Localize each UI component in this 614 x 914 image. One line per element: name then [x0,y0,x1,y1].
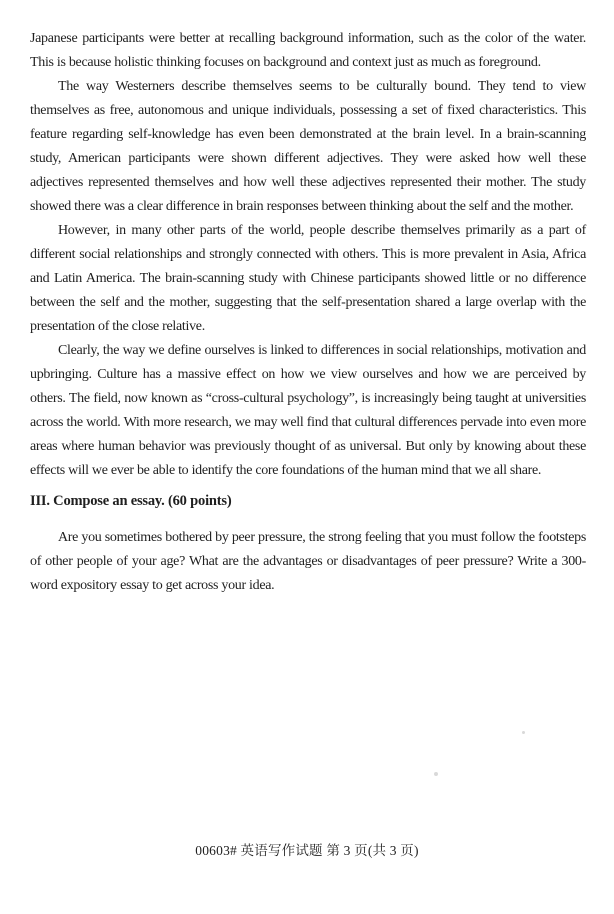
document-body [30,27,586,598]
body-paragraph-conclusion: Clearly, the way we define ourselves is linked to differences in social relationships, motivation and upbringing. Culture has a massive effect on how we view ourselves and how we are perceived by others. The field, now known as “cross-cultural psychology”, is increasingly being taught at universities across the world. With more research, we may well find that cultural differences pervade into even more areas where human behavior was previously thought of as universal. But only by knowing about these effects will we ever be able to identify the core foundations of the human mind that we all share. [30,343,586,478]
body-paragraph-continuation: Japanese participants were better at recalling background information, such as the color of the water. This is because holistic thinking focuses on background and context just as much as foreground. [30,31,586,70]
section-heading-compose-essay: III. Compose an essay. (60 points) [30,493,232,509]
body-paragraph-other-parts: However, in many other parts of the world, people describe themselves primarily as a part of different social relationships and strongly connected with others. This is more prevalent in Asia, Africa and Latin America. The brain-scanning study with Chinese participants showed little or no difference between the self and the mother, suggesting that the self-presentation shared a large overlap with the presentation of the close relative. [30,223,586,334]
page-footer: 00603# 英语写作试题 第 3 页(共 3 页) [195,843,419,858]
essay-prompt: Are you sometimes bothered by peer pressure, the strong feeling that you must follow the footsteps of other people of your age? What are the advantages or disadvantages of peer pressure? Write a 300-word expository essay to get across your idea. [30,530,586,593]
scan-speck [522,731,525,734]
scan-speck [434,772,438,776]
body-paragraph-westerners: The way Westerners describe themselves seems to be culturally bound. They tend to view themselves as free, autonomous and unique individuals, possessing a set of fixed characteristics. This feature regarding self-knowledge has even been demonstrated at the brain level. In a brain-scanning study, American participants were shown different adjectives. They were asked how well these adjectives represented themselves and how well these adjectives represented their mother. The study showed there was a clear difference in brain responses between thinking about the self and the mother. [30,79,586,214]
